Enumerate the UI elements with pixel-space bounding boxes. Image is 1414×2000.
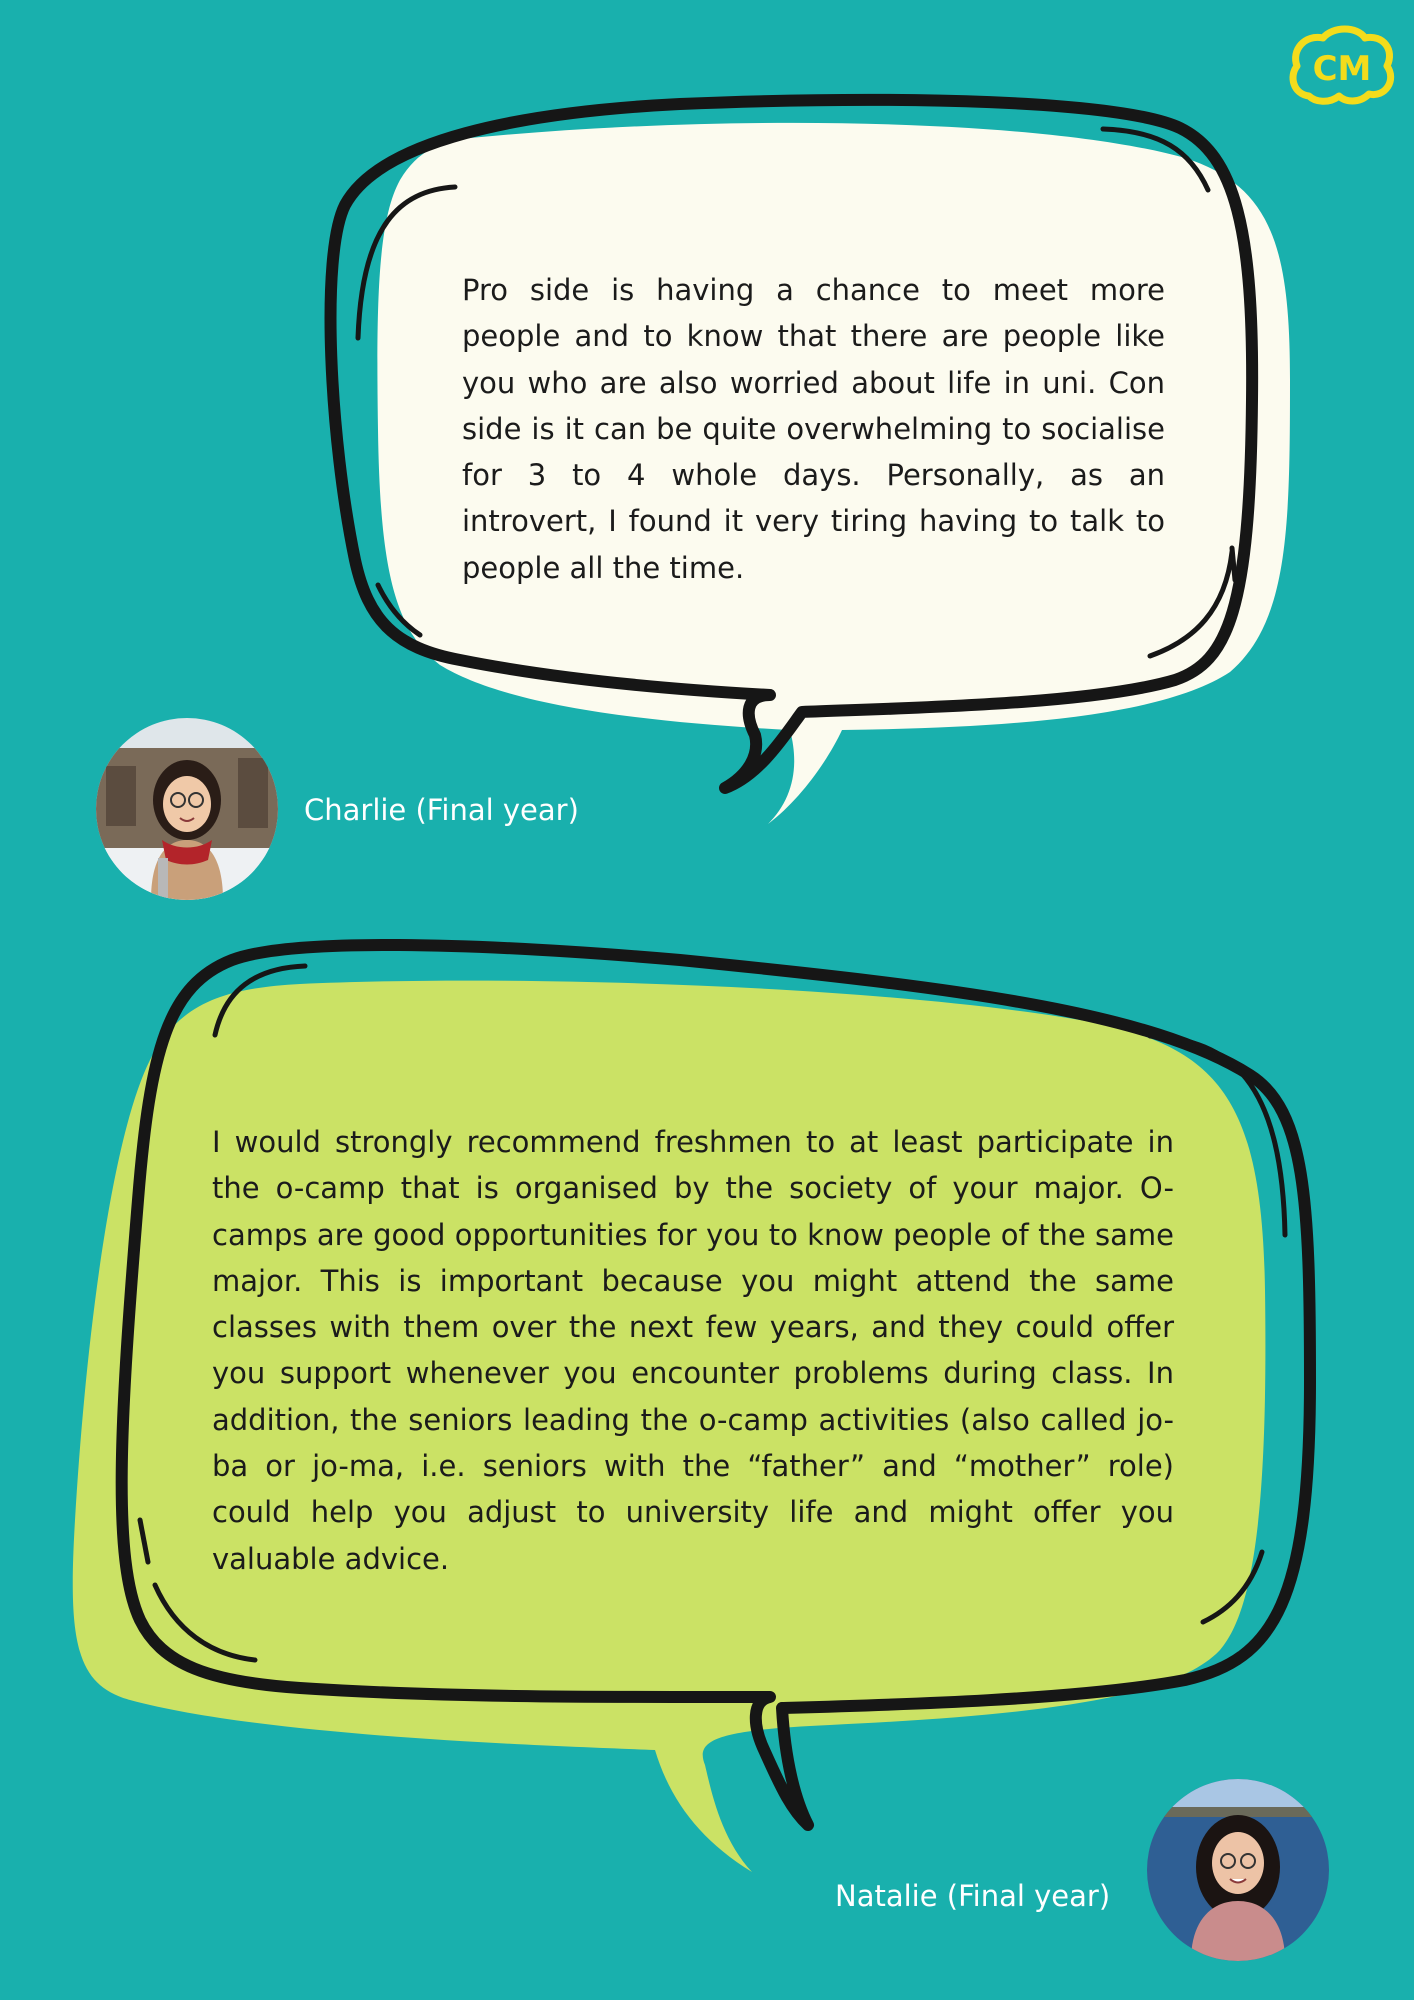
testimonial-quote: Pro side is having a chance to meet more people and to know that there are people like you who are also worried about life in uni. Con side is it can be quite overwhelming to socialise for 3 to 4 whole days. Personally, as an introvert, I found it very tiring having to talk to people all the time. [462,273,1165,585]
logo-text: CM [1312,49,1372,89]
cm-logo [1287,24,1397,112]
avatar [1147,1779,1329,1961]
person-name: Natalie (Final year) [835,1879,1111,1913]
avatar [96,718,278,900]
testimonial-quote: I would strongly recommend freshmen to at least participate in the o-camp that is organised by the society of your major. O-camps are good opportunities for you to know people of the same major. This is important because you might attend the same classes with them over the next few years, and they could offer you support whenever you encounter problems during class. In addition, the seniors leading the o-camp activities (also called jo-ba or jo-ma, i.e. seniors with the “father” and “mother” role) could help you adjust to university life and might offer you valuable advice. [212,1125,1174,1576]
top-bubble-accent [1232,548,1235,580]
person-name: Charlie (Final year) [304,793,579,827]
